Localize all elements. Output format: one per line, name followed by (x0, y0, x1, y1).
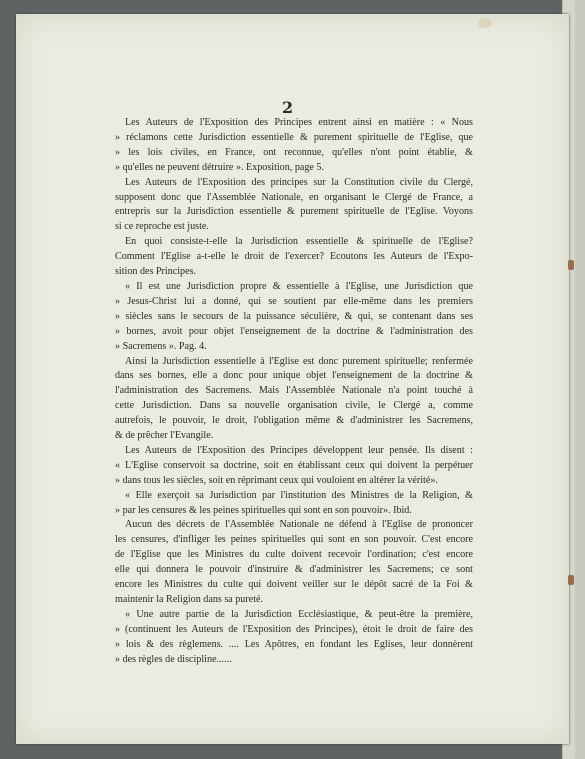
body-text (115, 116, 473, 668)
text-line: sition des Principes. (115, 266, 197, 278)
binding-mark (568, 575, 574, 585)
text-line: Ainsi la Jurisdiction essentielle à l'Eglise est donc purement spirituelle; renfermée (125, 355, 473, 367)
text-line: autrefois, le pouvoir, le droit, l'obligation même & d'administrer les Sacremens, (115, 415, 473, 427)
text-line: Les Auteurs de l'Exposition des Principes entrent ainsi en matière : « Nous (125, 117, 473, 128)
text-line: Comment l'Eglise a-t-elle le droit de l'exercer? Ecoutons les Auteurs de l'Expo- (115, 251, 473, 263)
text-line: » Sacremens ». Pag. 4. (115, 340, 207, 352)
text-line: Les Auteurs de l'Exposition des principes sur la Constitution civile du Clergé, (125, 176, 473, 188)
text-line: & de prêcher l'Evangile. (115, 430, 214, 442)
text-line: dans ses bornes, elle a donc pour unique objet l'enseignement de la doctrine & (115, 370, 473, 382)
text-line: « Il est une Jurisdiction propre & essentielle à l'Eglise, une Jurisdiction que (125, 280, 473, 292)
text-line: » les lois civiles, en France, ont reconnue, qu'elles n'ont point établie, & (115, 146, 473, 158)
text-line: » des règles de discipline...... (115, 653, 232, 665)
text-line: » dans tous les siècles, soit en réprimant ceux qui vouloient en altérer la vérité». (115, 474, 438, 486)
text-line: « Une autre partie de la Jurisdiction Ecclésiastique, & peut-être la première, (125, 608, 473, 620)
page-number: 2 (282, 98, 294, 117)
text-line: de l'Eglise que les Ministres du culte doivent recevoir l'ordination; c'est encore (115, 549, 473, 561)
text-line: » réclamons cette Jurisdiction essentielle & purement spirituelle de l'Eglise, que (115, 131, 473, 143)
text-line: maintenir la Religion dans sa pureté. (115, 594, 264, 605)
text-line: » siècles sans le secours de la puissance séculière, & qui, se contenant dans ses (115, 310, 473, 322)
text-line: l'administration des Sacremens. Mais l'Assemblée Nationale n'a point touché à (115, 385, 473, 397)
text-line: Aucun des décrets de l'Assemblée Nationale ne défend à l'Eglise de prononcer (125, 519, 473, 531)
paper-stain (478, 18, 492, 28)
text-line: elle qui donnera le pouvoir d'instruire & d'administrer les Sacremens; ce sont (115, 564, 473, 576)
text-line: « L'Eglise conservoit sa doctrine, soit en établissant ceux qui doivent la perpétuer (115, 459, 473, 471)
text-line: » Jesus-Christ lui a donné, qui se soutient par elle-même dans les premiers (115, 295, 473, 307)
page-edge-shadow (575, 0, 585, 759)
binding-mark (568, 260, 574, 270)
text-line: « Elle exerçoit sa Jurisdiction par l'institution des Ministres de la Religion, & (125, 489, 473, 501)
text-line: entrepris sur la Jurisdiction essentielle & purement spirituelle de l'Eglise. Voyons (115, 206, 473, 218)
text-line: En quoi consiste-t-elle la Jurisdiction essentielle & spirituelle de l'Eglise? (125, 236, 473, 248)
text-line: » lois & des règlemens. .... Les Apôtres, en fondant les Eglises, leur donnèrent (115, 638, 473, 650)
text-line: si ce reproche est juste. (115, 221, 209, 233)
text-line: » (continuent les Auteurs de l'Exposition des Principes), étoit le droit de faire des (115, 623, 473, 635)
text-line: » qu'elles ne peuvent détruire ». Exposition, page 5. (115, 161, 324, 173)
text-line: supposent donc que l'Assemblée Nationale, en organisant le Clergé de France, a (115, 191, 473, 203)
text-line: Les Auteurs de l'Exposition des Principes développent leur pensée. Ils disent : (125, 444, 473, 456)
text-line: cette Jurisdiction. Dans sa nouvelle organisation civile, le Clergé a, comme (115, 400, 473, 412)
text-line: les censures, d'infliger les peines spirituelles qui sont en son pouvoir. C'est encore (115, 534, 473, 546)
text-line: encore les Ministres du culte qui doivent veiller sur le dépôt sacré de la Foi & (115, 579, 473, 591)
text-line: » bornes, avoit pour objet l'enseignement de la doctrine & l'administration des (115, 325, 473, 337)
text-line: » par les censures & les peines spirituelles qui sont en son pouvoir». Ibid. (115, 504, 412, 516)
